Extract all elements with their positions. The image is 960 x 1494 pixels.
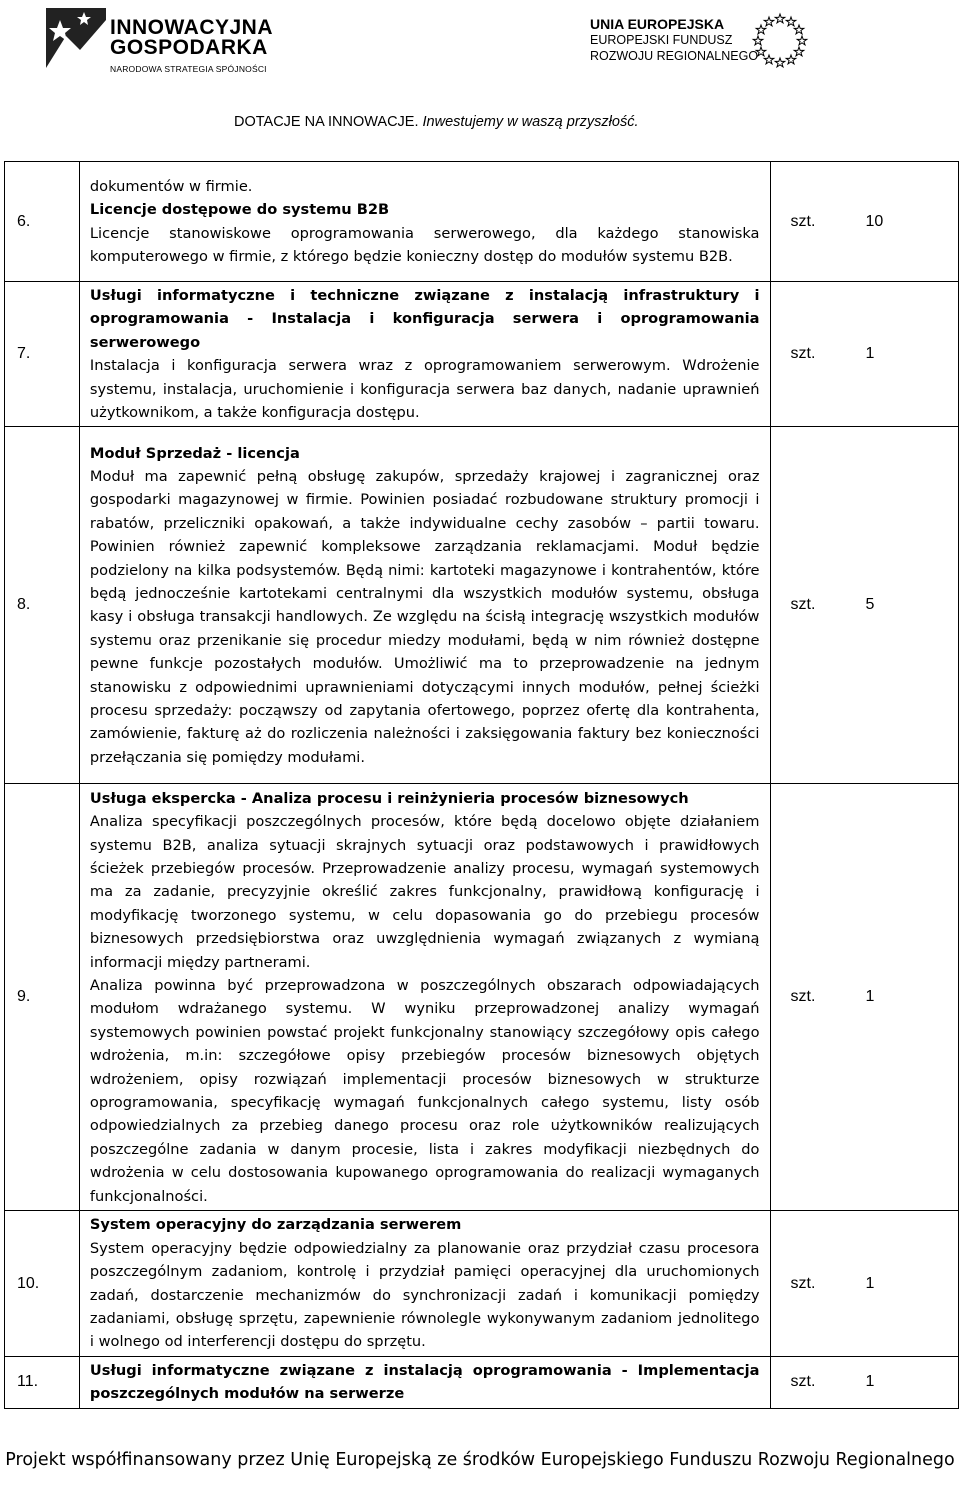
eu-logo [590, 10, 920, 80]
row-paragraph: Analiza powinna być przeprowadzona w poszczególnych obszarach odpowiadających modułom wdrażanego systemu. W wyniku przeprowadzonej analizy wymagań systemowych powinien powstać projekt funkcjonalny stanowiący szczegółowy opis całego wdrożenia, m.in: szczegółowe opisy przebiegów procesów biznesowych objętych wdrożeniem, opisy rozwiązań implementacji procesów biznesowych w strukturze oprogramowania, specyfikację wymagań funkcjonalnych całego systemu, listy osób odpowiedzialnych za przebieg danego procesu oraz role użytkowników realizujących poszczególne zadania w danym procesie, lista i zakres modyfikacji niezbędnych do wdrożenia w celu dostosowania kupowanego oprogramowania do realizacji wymaganych funkcjonalności. [89, 977, 760, 1205]
row-heading: Usługi informatyczne związane z instalacją oprogramowania - Implementacja poszczególnych modułów na serwerze [89, 1361, 760, 1403]
row-heading: System operacyjny do zarządzania serwerem [89, 1216, 462, 1234]
page-header [0, 0, 960, 140]
row-description [79, 427, 770, 784]
table-row [5, 1356, 959, 1408]
row-paragraph: System operacyjny będzie odpowiedzialny za planowanie oraz przydział czasu procesora poszczególnym zadaniom, kontrolę i przydział pamięci operacyjnej dla uruchomionych zadań, dostarczenie mechanizmów do synchronizacji zadań i komunikacji pomiędzy zadaniami, obsługę sprzętu, zapewnienie równolegle wykonywanym zadaniom jednolitego i wolnego od interferencji dostępu do sprzętu. [89, 1239, 760, 1351]
row-paragraph: Instalacja i konfiguracja serwera wraz z oprogramowaniem serwerowym. Wdrożenie systemu, instalacja, uruchomienie i konfiguracja serwera baz danych, nadanie uprawnień użytkownikom, a także konfiguracja dostępu. [89, 357, 760, 422]
table-row [5, 162, 959, 282]
row-heading: Usługi informatyczne i techniczne związane z instalacją infrastruktury i oprogramowania - Instalacja i konfiguracja serwera i oprogramowania serwerowego [89, 287, 760, 351]
quantity-value: 1 [865, 345, 875, 363]
unit-label: szt. [790, 1274, 816, 1292]
innowacyjna-gospodarka-logo [40, 6, 290, 76]
row-number: 11. [5, 1356, 80, 1408]
row-number: 6. [5, 162, 80, 282]
row-description [79, 1356, 770, 1408]
row-heading: Moduł Sprzedaż - licencja [89, 444, 300, 462]
quantity-value: 10 [865, 212, 884, 230]
quantity-value: 1 [865, 1373, 875, 1391]
row-quantity [770, 162, 959, 282]
row-heading: Licencje dostępowe do systemu B2B [89, 201, 390, 219]
quantity-value: 5 [865, 596, 875, 614]
quantity-value: 1 [865, 1274, 875, 1292]
unit-label: szt. [790, 596, 816, 614]
row-description [79, 162, 770, 282]
eu-logo-text: UNIA EUROPEJSKA EUROPEJSKI FUNDUSZ ROZWOJU REGIONALNEGO [590, 16, 759, 63]
row-number: 7. [5, 282, 80, 427]
innowacyjna-gospodarka-emblem-icon [40, 6, 112, 72]
quantity-value: 1 [865, 988, 875, 1006]
table-row [5, 1211, 959, 1356]
header-slogan [234, 114, 638, 130]
row-description [79, 784, 770, 1211]
logo-subtitle: NARODOWA STRATEGIA SPÓJNOŚCI [110, 64, 267, 74]
row-quantity [770, 1211, 959, 1356]
row-quantity [770, 784, 959, 1211]
row-description [79, 282, 770, 427]
unit-label: szt. [790, 212, 816, 230]
table-row [5, 427, 959, 784]
slogan-prefix: DOTACJE NA INNOWACJE. [234, 114, 419, 130]
row-paragraph: Licencje stanowiskowe oprogramowania serwerowego, dla każdego stanowiska komputerowego w firmie, z którego będzie konieczny dostęp do modułów systemu B2B. [89, 224, 760, 265]
unit-label: szt. [790, 345, 816, 363]
slogan-italic: Inwestujemy w waszą przyszłość. [422, 114, 639, 130]
row-heading: Usługa ekspercka - Analiza procesu i reinżynieria procesów biznesowych [89, 789, 689, 807]
row-paragraph: Moduł ma zapewnić pełną obsługę zakupów, sprzedaży krajowej i zagranicznej oraz gospodarki magazynowej w firmie. Powinien posiadać rozbudowane struktury promocji i rabatów, przeliczniki opakowań, a także indywidualne cechy zasobów – partii towaru. Powinien również zapewnić kompleksowe zarządzania reklamacjami. Moduł będzie podzielony na kilka podsystemów. Będą nimi: kartoteki magazynowe i kontrahentów, które będą jednocześnie kartotekami centralnymi dla wszystkich modułów systemu, obsługa kasy i obsługa transakcji handlowych. Ze względu na ścisłą integrację wszystkich modułów systemu oraz przenikanie się procedur miedzy modułami, będą w nim również dostępne pewne funkcje pozostałych modułów. Umożliwić ma to przeprowadzenie na jednym stanowisku z odpowiednimi uprawnieniami dotyczącymi innych modułów, pełnej ścieżki procesu sprzedaży: począwszy od zapytania ofertowego, poprzez ofertę dla kontrahenta, zamówienie, fakturę aż do rozliczenia należności i zaksięgowania faktury bez konieczności przełączania się pomiędzy modułami. [89, 468, 760, 766]
logo-title: INNOWACYJNA GOSPODARKA [110, 16, 274, 59]
unit-label: szt. [790, 1373, 816, 1391]
row-number: 8. [5, 427, 80, 784]
specification-table [4, 161, 959, 1409]
row-quantity [770, 282, 959, 427]
table-row [5, 784, 959, 1211]
eu-stars-flag-icon [750, 10, 810, 70]
row-number: 9. [5, 784, 80, 1211]
page-footer: Projekt współfinansowany przez Unię Europejską ze środków Europejskiego Funduszu Rozwoju Regionalnego [5, 1450, 955, 1470]
row-paragraph: dokumentów w firmie. [89, 177, 253, 195]
table-row [5, 282, 959, 427]
unit-label: szt. [790, 988, 816, 1006]
row-number: 10. [5, 1211, 80, 1356]
row-paragraph: Analiza specyfikacji poszczególnych procesów, które będą docelowo objęte działaniem systemu B2B, analiza sytuacji skrajnych sytuacji oraz podstawowych i prawidłowych ścieżek przebiegów procesów. Przeprowadzenie analizy procesu, wymagań systemowych ma za zadanie, precyzyjnie określić zakres funkcjonalny, prawidłową konfigurację i modyfikację tworzonego systemu, w celu dopasowania go do przebiegu procesów biznesowych przedsiębiorstwa oraz uwzględnienia wymagań związanych z wymianą informacji między partnerami. [89, 813, 760, 971]
row-quantity [770, 427, 959, 784]
row-description [79, 1211, 770, 1356]
row-quantity [770, 1356, 959, 1408]
